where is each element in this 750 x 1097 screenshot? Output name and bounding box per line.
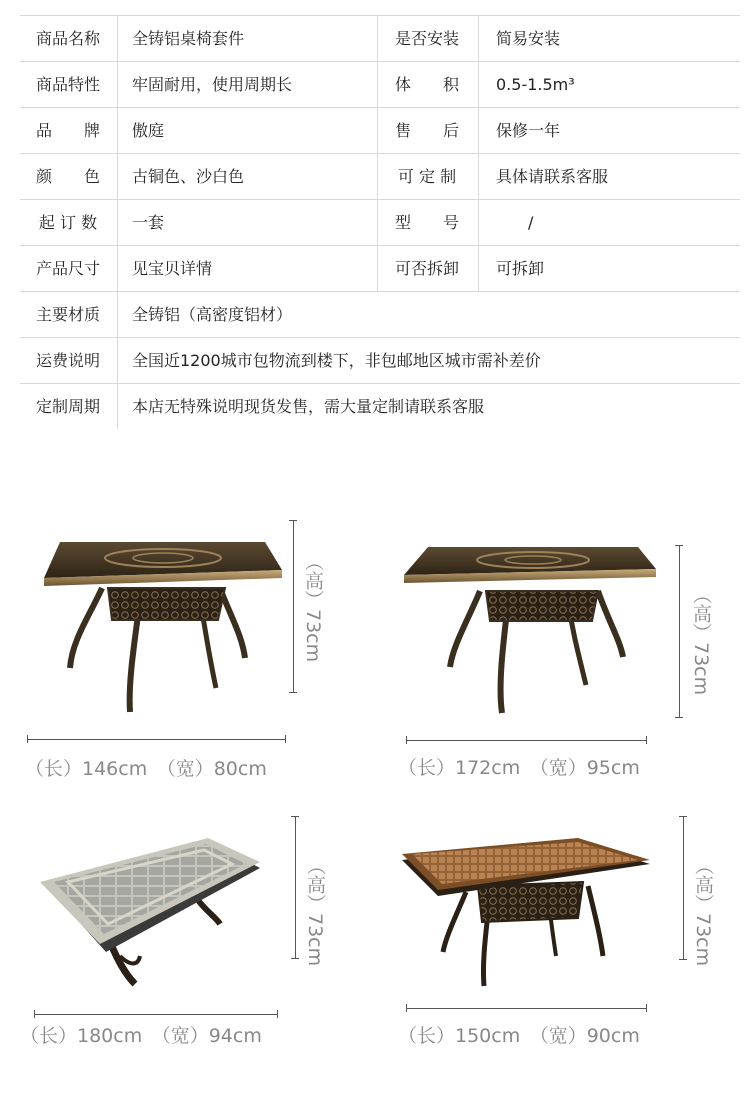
spec-value: 全国近1200城市包物流到楼下，非包邮地区城市需补差价 — [132, 351, 541, 370]
spec-row — [20, 108, 740, 154]
spec-row — [20, 15, 740, 62]
spec-value-2: 0.5-1.5m³ — [496, 75, 575, 94]
spec-label: 定制周期 — [35, 397, 100, 416]
spec-value-2: 可拆卸 — [496, 259, 545, 278]
spec-value: 全铸铝桌椅套件 — [132, 29, 245, 48]
size-label: （长）150cm （宽）90cm — [398, 1025, 640, 1047]
spec-label-2: 可 定 制 — [397, 167, 457, 186]
spec-label-2: 是否安装 — [394, 29, 459, 48]
product-card — [20, 520, 340, 780]
size-label: （长）172cm （宽）95cm — [398, 757, 640, 779]
spec-value: 古铜色、沙白色 — [132, 167, 245, 186]
spec-label: 主要材质 — [35, 305, 100, 324]
spec-value-2: 简易安装 — [496, 29, 561, 48]
spec-value: 全铸铝（高密度铝材） — [132, 305, 293, 324]
product-card — [20, 816, 340, 1076]
spec-label: 商品名称 — [35, 29, 100, 48]
height-label: （高）73cm — [690, 585, 712, 696]
spec-label-2: 型 号 — [394, 213, 459, 232]
height-label: （高）73cm — [304, 856, 326, 967]
spec-value-2: 保修一年 — [496, 121, 561, 140]
table-image — [20, 520, 290, 720]
product-card — [398, 545, 728, 785]
spec-row — [20, 338, 740, 384]
product-card — [398, 816, 728, 1076]
size-label: （长）180cm （宽）94cm — [20, 1025, 262, 1047]
spec-label-2: 可否拆卸 — [394, 259, 459, 278]
table-image — [20, 816, 270, 996]
spec-value: 一套 — [132, 213, 165, 232]
spec-label: 运费说明 — [35, 351, 100, 370]
spec-label: 产品尺寸 — [35, 259, 100, 278]
table-image — [398, 816, 658, 996]
spec-label: 颜 色 — [35, 167, 100, 186]
table-image — [398, 545, 668, 725]
spec-label: 品 牌 — [35, 121, 100, 140]
spec-value-2: / — [528, 213, 534, 232]
spec-table — [20, 15, 740, 429]
spec-label-2: 售 后 — [394, 121, 459, 140]
spec-label: 起 订 数 — [38, 213, 98, 232]
spec-row — [20, 246, 740, 292]
spec-row — [20, 62, 740, 108]
spec-row — [20, 200, 740, 246]
height-label: （高）73cm — [692, 856, 714, 967]
spec-value: 本店无特殊说明现货发售，需大量定制请联系客服 — [132, 397, 485, 416]
height-label: （高）73cm — [302, 552, 324, 663]
spec-value: 见宝贝详情 — [132, 259, 213, 278]
spec-value: 傲庭 — [132, 121, 165, 140]
spec-row — [20, 154, 740, 200]
spec-label: 商品特性 — [35, 75, 100, 94]
spec-label-2: 体 积 — [394, 75, 459, 94]
spec-row — [20, 292, 740, 338]
size-label: （长）146cm （宽）80cm — [25, 758, 267, 780]
spec-value: 牢固耐用，使用周期长 — [132, 75, 293, 94]
spec-row — [20, 384, 740, 429]
spec-value-2: 具体请联系客服 — [496, 167, 609, 186]
